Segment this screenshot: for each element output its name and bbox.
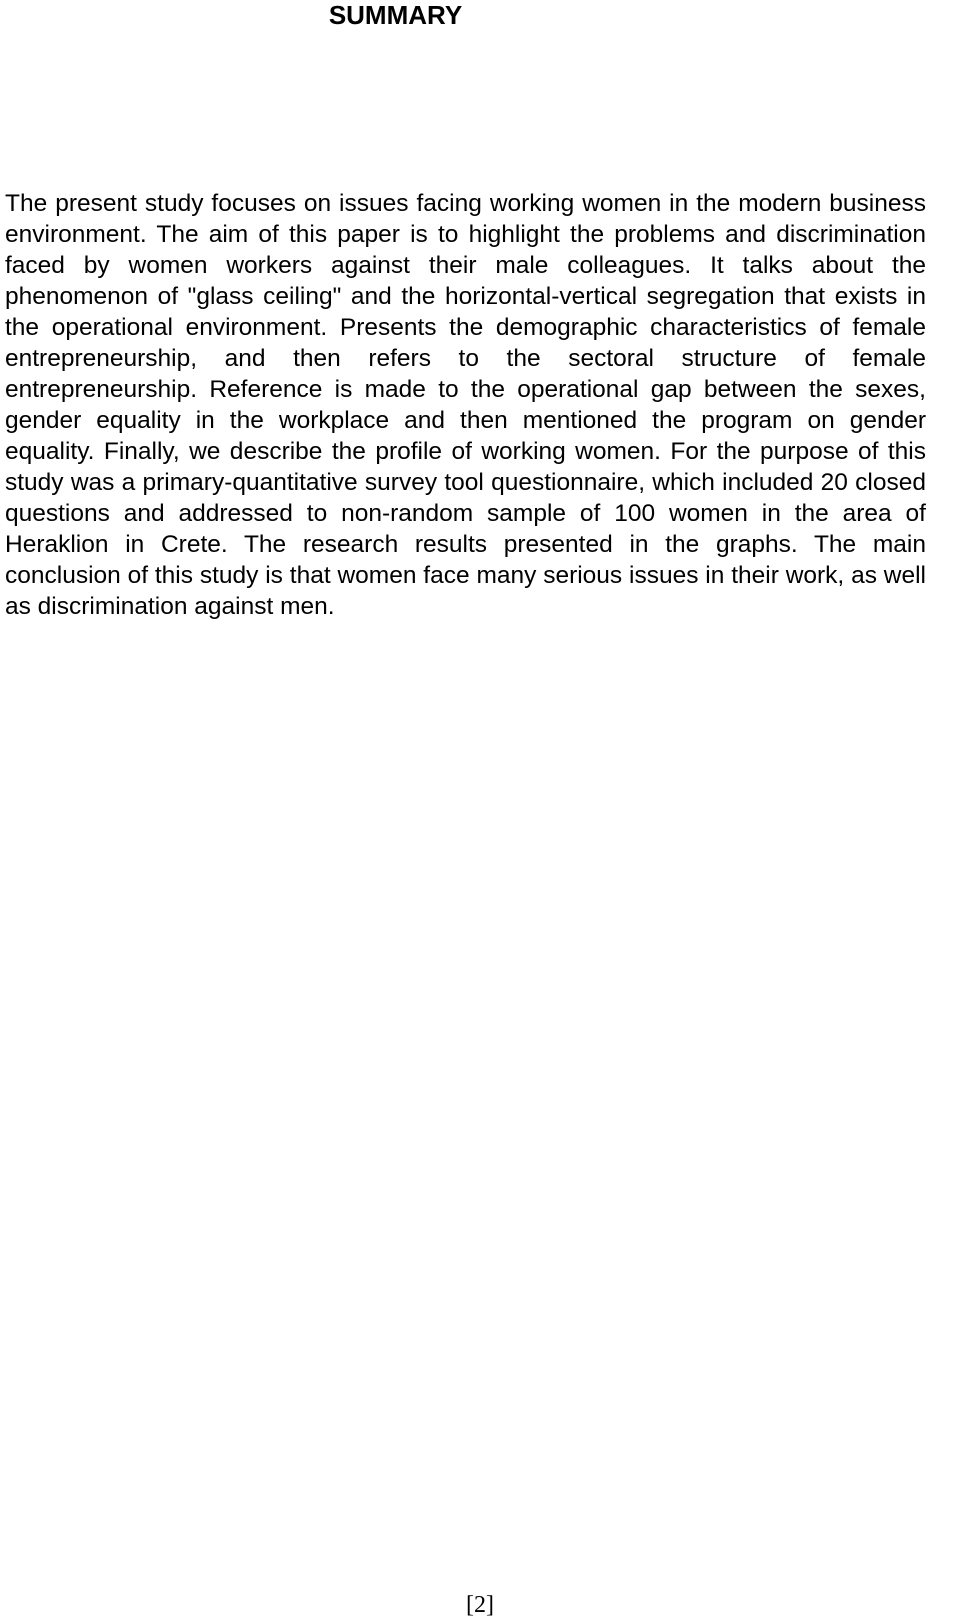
page-number: [2] (466, 1592, 494, 1618)
page-title: SUMMARY (328, 0, 463, 30)
summary-paragraph: The present study focuses on issues facing working women in the modern business environment. The aim of this paper is to highlight the problems and discrimination faced by women workers against their male colleagues. It talks about the phenomenon of "glass ceiling" and the horizontal-vertical segregation that exists in the operational environment. Presents the demographic characteristics of female entrepreneurship, and then refers to the sectoral structure of female entrepreneurship. Reference is made to the operational gap between the sexes, gender equality in the workplace and then mentioned the program on gender equality. Finally, we describe the profile of working women. For the purpose of this study was a primary-quantitative survey tool questionnaire, which included 20 closed questions and addressed to non-random sample of 100 women in the area of Heraklion in Crete. The research results presented in the graphs. The main conclusion of this study is that women face many serious issues in their work, as well as discrimination against men. (5, 190, 926, 620)
